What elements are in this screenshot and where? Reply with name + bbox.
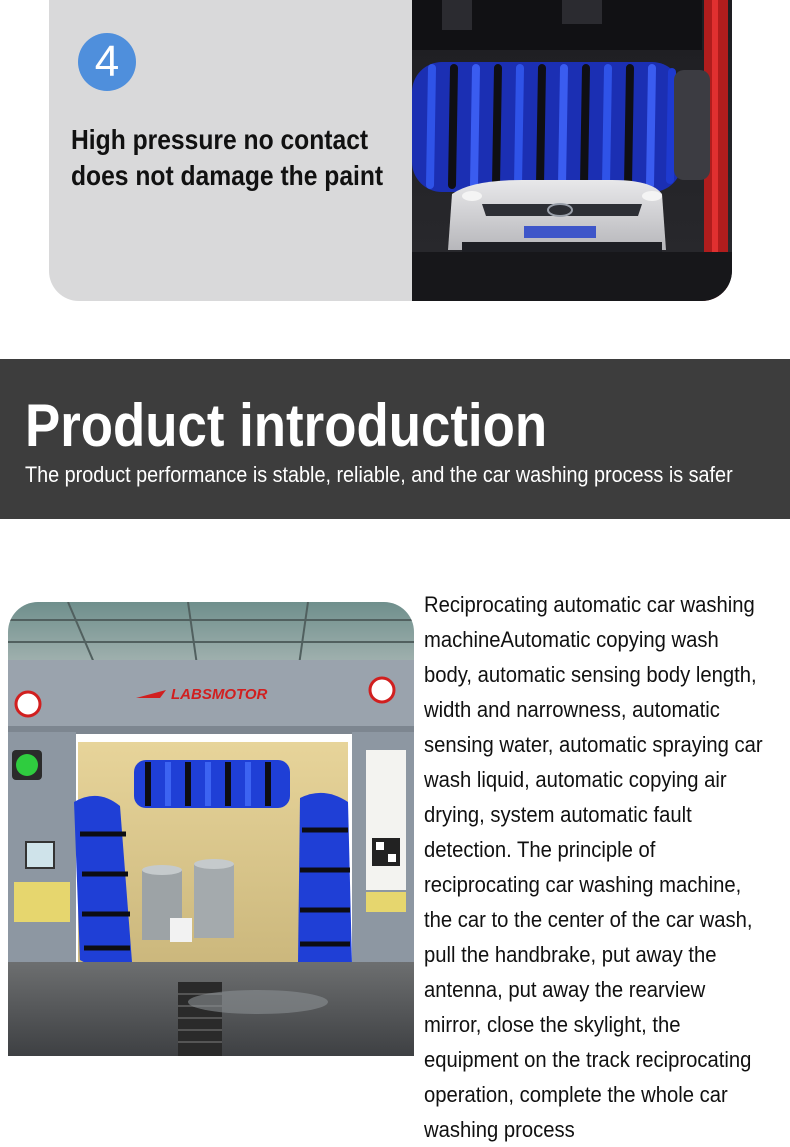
product-description: Reciprocating automatic car washing machineAutomatic copying wash body, automatic sensing body length, width and narrowness, automatic sensing water, automatic spraying car wash liquid, automatic copying air drying, system automatic fault detection. The principle of reciprocating car washing machine, the car to the center of the car wash, pull the handbrake, put away the antenna, put away the rearview mirror, close the skylight, the equipment on the track reciprocating operation, complete the whole car washing process xyxy=(424,592,763,1142)
section-title: Product introduction xyxy=(25,392,548,459)
feature-text-line2: does not damage the paint xyxy=(71,160,384,191)
feature-card xyxy=(49,0,732,301)
height-limit-sign-icon xyxy=(370,678,394,702)
step-number-badge: 4 xyxy=(78,33,136,91)
machine-photo-illustration xyxy=(8,602,414,1056)
height-limit-sign-icon xyxy=(16,692,40,716)
section-subtitle: The product performance is stable, reliable, and the car washing process is safer xyxy=(25,462,733,487)
feature-description xyxy=(71,122,384,194)
feature-text-line1: High pressure no contact xyxy=(71,124,369,155)
car-wash-machine-photo xyxy=(8,602,414,1056)
brand-sign-text: LABSMOTOR xyxy=(171,686,268,703)
traffic-light-icon xyxy=(16,754,38,776)
brush-photo-illustration xyxy=(412,0,732,301)
car-wash-brush-photo xyxy=(412,0,732,301)
product-intro-banner xyxy=(0,359,790,519)
